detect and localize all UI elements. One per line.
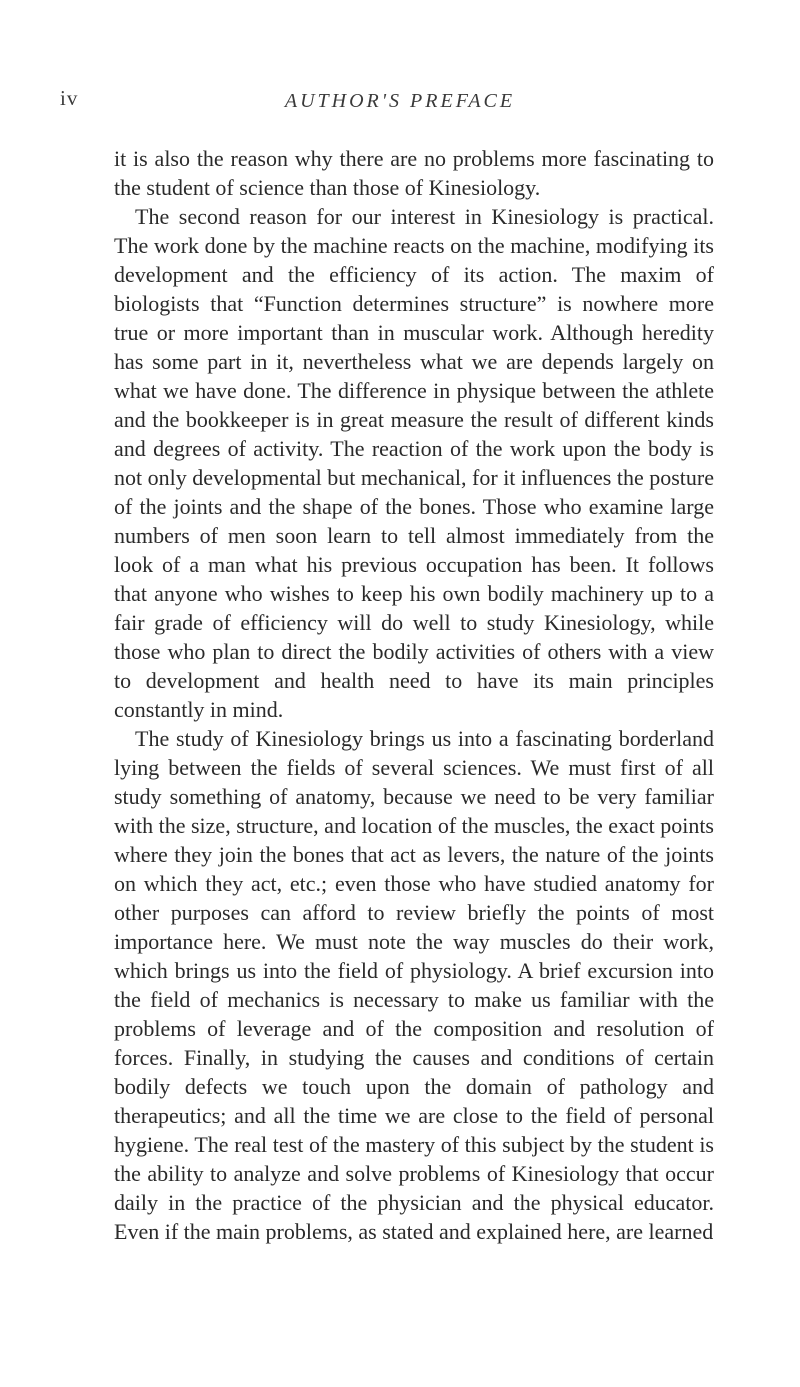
page-number: iv	[60, 86, 79, 110]
running-head: AUTHOR'S PREFACE	[284, 90, 516, 112]
paragraph-continued: it is also the reason why there are no problems more fascinating to the student of science than those of Kinesiology.	[114, 146, 714, 200]
paragraph-borderland: The study of Kinesiology brings us into a fascinating borderland lying between the fields of several sciences. We must first of all study something of anatomy, because we need to be very familiar with the size, structure, and location of the muscles, the exact points where they join the bones that act as levers, the nature of the joints on which they act, etc.; even those who have studied anatomy for other purposes can afford to review briefly the points of most importance here. We must note the way muscles do their work, which brings us into the field of physiology. A brief excursion into the field of mechanics is necessary to make us familiar with the problems of leverage and of the composition and resolution of forces. Finally, in studying the causes and conditions of certain bodily defects we touch upon the domain of pathology and therapeutics; and all the time we are close to the field of personal hygiene. The real test of the mastery of this subject by the student is the ability to analyze and solve problems of Kinesiology that occur daily in the practice of the physician and the physical educator. Even if the main problems, as stated and explained here, are learned	[114, 726, 714, 1244]
paragraph-practical-reason: The second reason for our interest in Kinesiology is practical. The work done by the machine reacts on the machine, modifying its development and the efficiency of its action. The maxim of biologists that “Function determines structure” is nowhere more true or more important than in muscular work. Although heredity has some part in it, nevertheless what we are depends largely on what we have done. The difference in physique between the athlete and the bookkeeper is in great measure the result of different kinds and degrees of activity. The reaction of the work upon the body is not only developmental but mechanical, for it influences the posture of the joints and the shape of the bones. Those who examine large numbers of men soon learn to tell almost immediately from the look of a man what his previous occupation has been. It follows that anyone who wishes to keep his own bodily machinery up to a fair grade of efficiency will do well to study Kinesiology, while those who plan to direct the bodily activities of others with a view to development and health need to have its main principles constantly in mind.	[114, 204, 714, 722]
body-text	[114, 144, 714, 1246]
